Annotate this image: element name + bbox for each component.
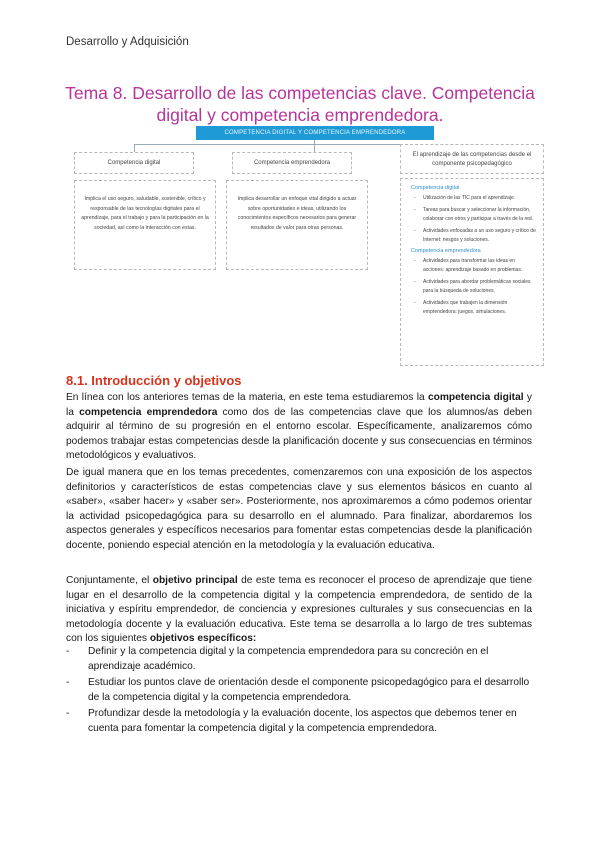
objectives-list bbox=[66, 645, 532, 739]
right-item: - Actividades que trabajen la dimensión emprendedora: juegos, simulaciones. bbox=[411, 299, 537, 317]
paragraph-1 bbox=[66, 391, 532, 464]
right-item: - Actividades para abordar problemáticas sociales para la búsqueda de soluciones. bbox=[411, 278, 537, 296]
paragraph-2: De igual manera que en los temas precedentes, comenzaremos con una exposición de los aspectos definitorios y característicos de estas competencias clave y sus elementos básicos en cuanto al «saber», «saber hacer» y «saber ser». Posteriormente, nos aproximaremos a cómo podemos orientar la actividad psicopedagógica para su desarrollo en el alumnado. Para finalizar, abordaremos los aspectos generales y específicos necesarios para fomentar estas competencias desde la planificación docente, poniendo especial atención en la metodología y la evaluación educativa. bbox=[66, 467, 532, 551]
right-item: - Actividades enfocadas a un uso seguro y crítico de Internet: riesgos y soluciones. bbox=[411, 227, 537, 245]
p3-text-a: Conjuntamente, el bbox=[66, 575, 153, 586]
p1-bold-2: competencia emprendedora bbox=[79, 406, 218, 418]
p3-bold-1: objetivo principal bbox=[152, 575, 238, 586]
right-item: - Utilización de las TIC para el aprendizaje. bbox=[411, 194, 537, 203]
p1-text-a: En línea con los anteriores temas de la materia, en este tema estudiaremos la bbox=[66, 392, 428, 403]
concept-diagram bbox=[66, 122, 546, 367]
p1-bold-1: competencia digital bbox=[427, 392, 524, 403]
diagram-connector bbox=[314, 140, 315, 152]
section-heading: 8.1. Introducción y objetivos bbox=[66, 373, 242, 388]
p3-bold-2: objetivos específicos: bbox=[149, 633, 257, 645]
diagram-top-box: COMPETENCIA DIGITAL Y COMPETENCIA EMPRENDEDORA bbox=[196, 126, 434, 140]
mid-box-title: Competencia emprendedora bbox=[232, 152, 352, 174]
running-header: Desarrollo y Adquisición bbox=[66, 36, 189, 48]
right-item: - Actividades para transformar las ideas en acciones: aprendizaje basado en problemas. bbox=[411, 257, 537, 275]
p1-text-c: y la bbox=[66, 392, 532, 418]
right-box-body bbox=[400, 178, 544, 366]
paragraph-3 bbox=[66, 574, 532, 647]
title-line-1: Tema 8. Desarrollo de las competencias clave. Competencia bbox=[65, 82, 535, 103]
right-section-digital: Competencia digital bbox=[411, 185, 460, 191]
right-section-emprendedora: Competencia emprendedora bbox=[411, 248, 481, 254]
p1-text-d: como dos de las competencias clave que los alumnos/as deben adquirir al término de su progresión en el entorno escolar. Específicamente, analizaremos cómo podemos trabajar estas competencias desde la planificación docente y sus consecuencias en términos metodológicos y evaluativos. bbox=[66, 406, 532, 462]
page-title bbox=[40, 82, 560, 126]
objective-item: - Profundizar desde la metodología y la evaluación docente, los aspectos que debemos tener en cuenta para fomentar la competencia digital y la competencia emprendedora. bbox=[66, 707, 532, 736]
left-box-body: Implica el uso seguro, saludable, sostenible, crítico y responsable de las tecnologías digitales para el aprendizaje, para el trabajo y para la participación en la sociedad, así como la interacción con estas. bbox=[74, 180, 216, 270]
right-item: - Tareas para buscar y seleccionar la información, colaborar con otros y participar a través de la red. bbox=[411, 206, 537, 224]
objective-item: - Estudiar los puntos clave de orientación desde el componente psicopedagógico para el desarrollo de la competencia digital y la competencia emprendedora. bbox=[66, 676, 532, 705]
mid-box-body: Implica desarrollar un enfoque vital dirigido a actuar sobre oportunidades e ideas, utilizando los conocimientos específicos necesarios para generar resultados de valor para otras personas. bbox=[226, 180, 368, 270]
left-box-title: Competencia digital bbox=[74, 152, 194, 174]
objective-item: - Definir y la competencia digital y la competencia emprendedora para su concreción en el aprendizaje académico. bbox=[66, 645, 532, 674]
right-box-title: El aprendizaje de las competencias desde el componente psicopedagógico bbox=[400, 144, 544, 174]
p3-text-c: de este tema es reconocer el proceso de aprendizaje que tiene lugar en el desarrollo de la competencia digital y la competencia emprendedora, de sentido de la iniciativa y espíritu emprendedor, de conciencia y expresiones culturales y sus consecuencias en la metodología docente y la evaluación educativa. Este tema se desarrolla a lo largo de tres subtemas con los siguientes bbox=[66, 575, 533, 645]
title-line-2: digital y competencia emprendedora. bbox=[156, 104, 444, 125]
